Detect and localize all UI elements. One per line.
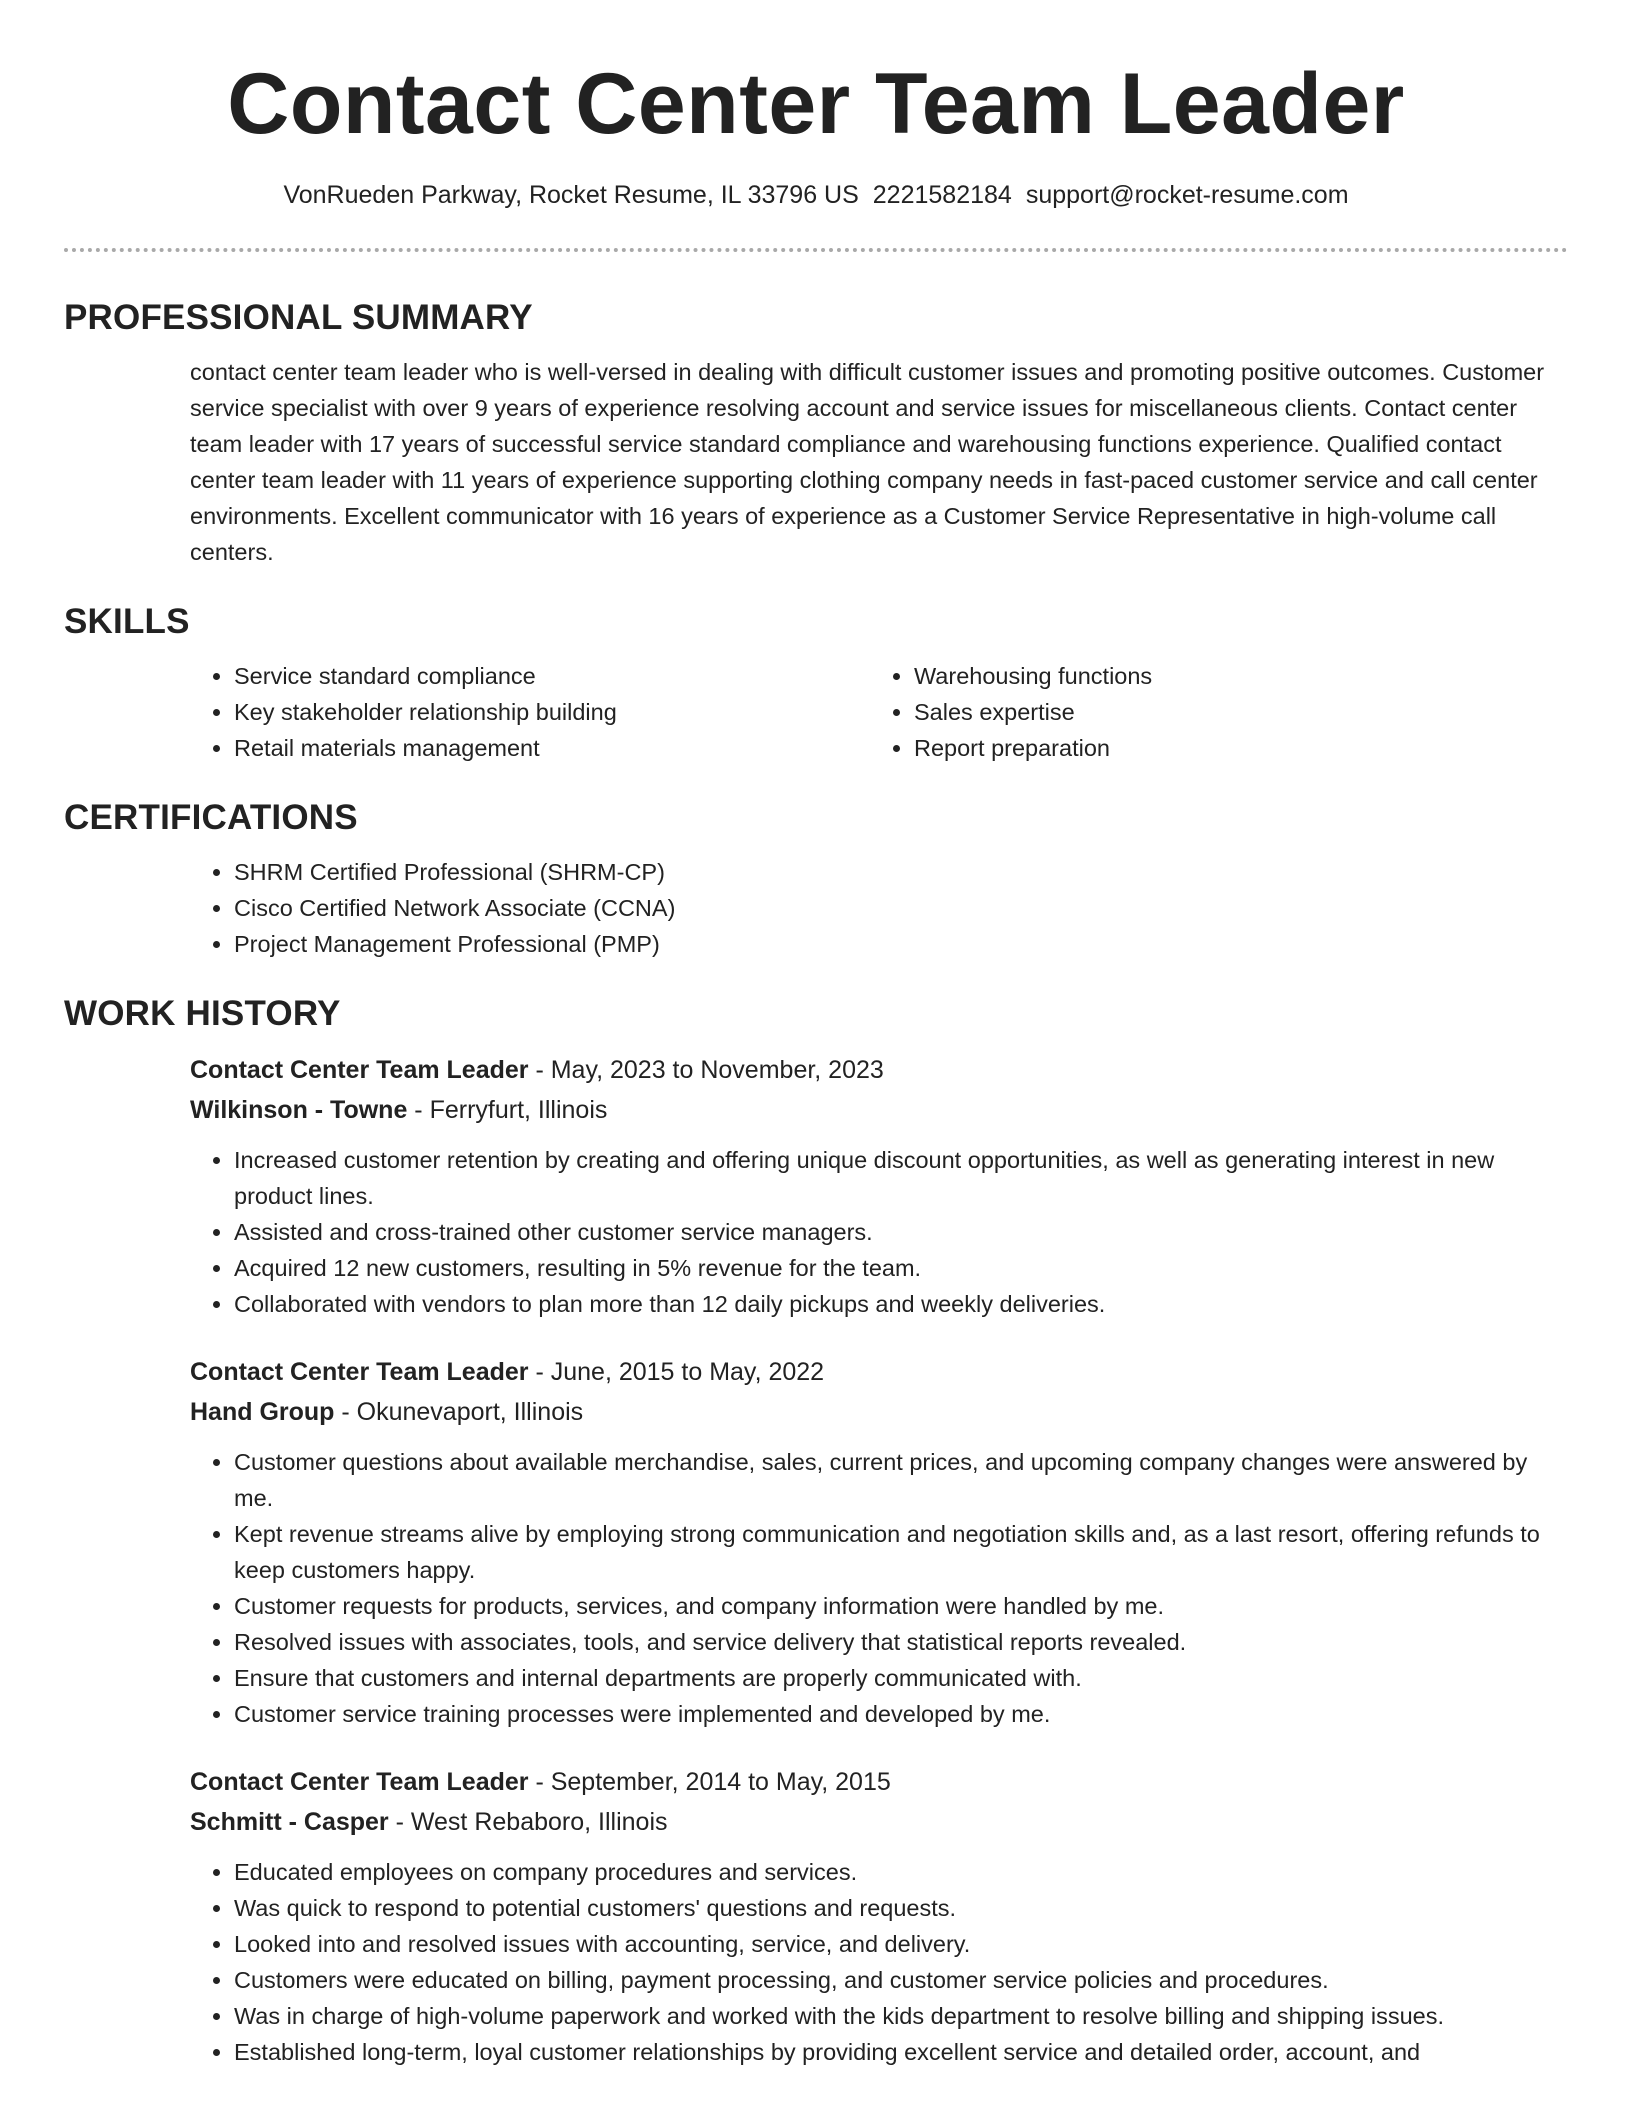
job-title-line bbox=[190, 1352, 1568, 1392]
certification-item: • SHRM Certified Professional (SHRM-CP) bbox=[234, 854, 1568, 890]
job-role: Contact Center Team Leader bbox=[190, 1358, 529, 1386]
summary-section bbox=[64, 296, 1568, 570]
skill-item: • Key stakeholder relationship building bbox=[234, 694, 870, 730]
work-history-section bbox=[64, 992, 1568, 2070]
contact-phone: 2221582184 bbox=[872, 181, 1012, 209]
job-bullets bbox=[190, 1854, 1568, 2070]
certification-item: • Project Management Professional (PMP) bbox=[234, 926, 1568, 962]
job-bullet: • Customer service training processes were implemented and developed by me. bbox=[234, 1696, 1568, 1732]
job-dates: - May, 2023 to November, 2023 bbox=[528, 1056, 884, 1084]
job-bullet: • Resolved issues with associates, tools, and service delivery that statistical reports revealed. bbox=[234, 1624, 1568, 1660]
header-divider bbox=[64, 248, 1568, 252]
job-bullet: • Established long-term, loyal customer relationships by providing excellent service and detailed order, account, and bbox=[234, 2034, 1568, 2070]
skill-item: • Service standard compliance bbox=[234, 658, 870, 694]
job-bullet: • Collaborated with vendors to plan more than 12 daily pickups and weekly deliveries. bbox=[234, 1286, 1568, 1322]
job-bullet: • Kept revenue streams alive by employing strong communication and negotiation skills and, as a last resort, offering refunds to keep customers happy. bbox=[234, 1516, 1568, 1588]
job-company: Schmitt - Casper bbox=[190, 1808, 389, 1836]
skills-grid bbox=[190, 658, 1568, 766]
job-bullet: • Customers were educated on billing, payment processing, and customer service policies and procedures. bbox=[234, 1962, 1568, 1998]
job-bullet: • Customer requests for products, services, and company information were handled by me. bbox=[234, 1588, 1568, 1624]
skill-item: • Report preparation bbox=[914, 730, 1568, 766]
job-bullets bbox=[190, 1444, 1568, 1732]
job-title-line bbox=[190, 1050, 1568, 1090]
job-bullet: • Was in charge of high-volume paperwork and worked with the kids department to resolve billing and shipping issues. bbox=[234, 1998, 1568, 2034]
certifications-section bbox=[64, 796, 1568, 962]
contact-address: VonRueden Parkway, Rocket Resume, IL 33796 US bbox=[283, 181, 859, 209]
job-bullet: • Acquired 12 new customers, resulting in 5% revenue for the team. bbox=[234, 1250, 1568, 1286]
job-bullet: • Ensure that customers and internal departments are properly communicated with. bbox=[234, 1660, 1568, 1696]
job-company-line bbox=[190, 1090, 1568, 1130]
job-location: - Ferryfurt, Illinois bbox=[407, 1096, 608, 1124]
job-bullets bbox=[190, 1142, 1568, 1322]
candidate-name: Contact Center Team Leader bbox=[227, 56, 1405, 152]
job-company: Wilkinson - Towne bbox=[190, 1096, 408, 1124]
certifications-list bbox=[190, 854, 1568, 962]
job-entry bbox=[190, 1352, 1568, 1732]
job-bullet: • Educated employees on company procedures and services. bbox=[234, 1854, 1568, 1890]
skills-list-right bbox=[870, 658, 1568, 766]
contact-line bbox=[64, 178, 1568, 212]
job-bullet: • Customer questions about available merchandise, sales, current prices, and upcoming company changes were answered by me. bbox=[234, 1444, 1568, 1516]
job-bullet: • Was quick to respond to potential customers' questions and requests. bbox=[234, 1890, 1568, 1926]
job-dates: - September, 2014 to May, 2015 bbox=[528, 1768, 891, 1796]
skills-heading: SKILLS bbox=[64, 602, 190, 641]
job-role: Contact Center Team Leader bbox=[190, 1056, 529, 1084]
job-entry bbox=[190, 1762, 1568, 2070]
job-bullet: • Looked into and resolved issues with accounting, service, and delivery. bbox=[234, 1926, 1568, 1962]
certification-item: • Cisco Certified Network Associate (CCNA) bbox=[234, 890, 1568, 926]
work-history-heading: WORK HISTORY bbox=[64, 994, 341, 1033]
skill-item: • Sales expertise bbox=[914, 694, 1568, 730]
skills-section bbox=[64, 600, 1568, 766]
skill-item: • Retail materials management bbox=[234, 730, 870, 766]
contact-email[interactable]: support@rocket-resume.com bbox=[1025, 181, 1349, 209]
job-role: Contact Center Team Leader bbox=[190, 1768, 529, 1796]
certifications-heading: CERTIFICATIONS bbox=[64, 798, 358, 837]
job-company: Hand Group bbox=[190, 1398, 335, 1426]
job-location: - Okunevaport, Illinois bbox=[334, 1398, 584, 1426]
job-company-line bbox=[190, 1392, 1568, 1432]
resume-header bbox=[64, 0, 1568, 212]
summary-text: contact center team leader who is well-versed in dealing with difficult customer issues and promoting positive outcomes. Customer service specialist with over 9 years of experience resolving account and service issues for miscellaneous clients. Contact center team leader with 17 years of successful service standard compliance and warehousing functions experience. Qualified contact center team leader with 11 years of experience supporting clothing company needs in fast-paced customer service and call center environments. Excellent communicator with 16 years of experience as a Customer Service Representative in high-volume call centers. bbox=[190, 359, 1545, 565]
job-company-line bbox=[190, 1802, 1568, 1842]
skills-list-left bbox=[190, 658, 870, 766]
job-location: - West Rebaboro, Illinois bbox=[388, 1808, 668, 1836]
job-entry bbox=[190, 1050, 1568, 1322]
job-title-line bbox=[190, 1762, 1568, 1802]
skill-item: • Warehousing functions bbox=[914, 658, 1568, 694]
job-bullet: • Increased customer retention by creating and offering unique discount opportunities, as well as generating interest in new product lines. bbox=[234, 1142, 1568, 1214]
job-bullet: • Assisted and cross-trained other customer service managers. bbox=[234, 1214, 1568, 1250]
job-dates: - June, 2015 to May, 2022 bbox=[528, 1358, 825, 1386]
summary-heading: PROFESSIONAL SUMMARY bbox=[64, 298, 533, 337]
